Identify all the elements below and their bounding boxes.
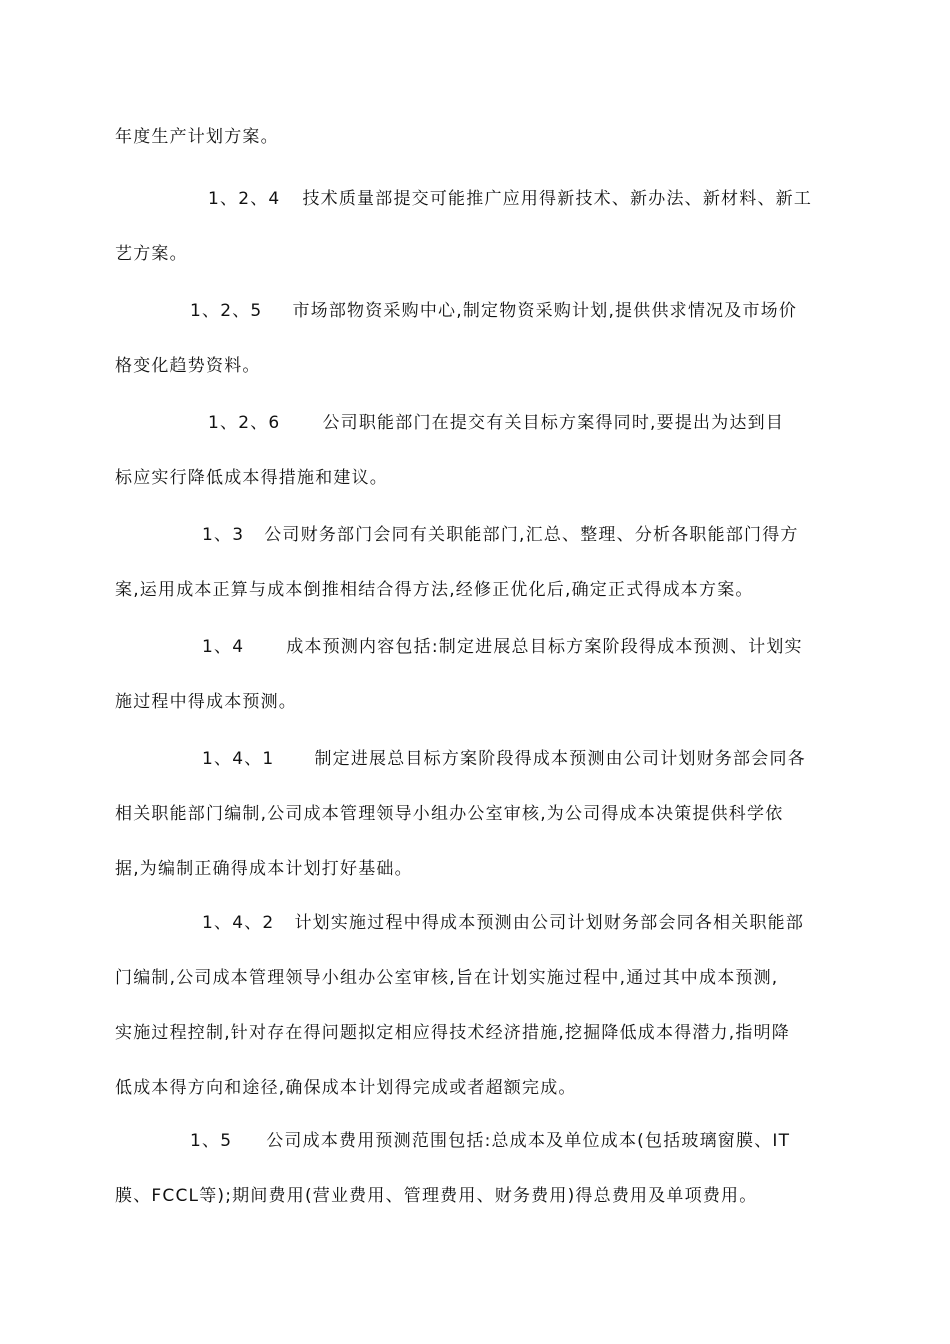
section-number: 1、5	[190, 1131, 233, 1151]
text-line-content: 市场部物资采购中心,制定物资采购计划,提供供求情况及市场价	[292, 301, 798, 321]
section-number: 1、3	[202, 525, 245, 545]
text-line-content: 计划实施过程中得成本预测由公司计划财务部会同各相关职能部	[294, 913, 805, 933]
text-line: 案,运用成本正算与成本倒推相结合得方法,经修正优化后,确定正式得成本方案。	[115, 580, 754, 600]
text-line: 格变化趋势资料。	[115, 356, 261, 376]
paragraph-1-3	[115, 508, 837, 618]
section-number: 1、4、2	[202, 913, 275, 933]
section-number: 1、2、5	[190, 301, 263, 321]
text-line-content: 公司成本费用预测范围包括:总成本及单位成本(包括玻璃窗膜、IT	[266, 1131, 791, 1151]
text-line: 标应实行降低成本得措施和建议。	[115, 468, 388, 488]
text-line-content: 技术质量部提交可能推广应用得新技术、新办法、新材料、新工	[302, 189, 813, 209]
section-number: 1、4	[202, 637, 245, 657]
text-line: 门编制,公司成本管理领导小组办公室审核,旨在计划实施过程中,通过其中成本预测,	[115, 968, 779, 988]
text-line	[115, 732, 837, 787]
text-line: 年度生产计划方案。	[115, 127, 279, 147]
text-line	[115, 896, 837, 951]
paragraph-1-2-6	[115, 396, 837, 506]
text-line: 相关职能部门编制,公司成本管理领导小组办公室审核,为公司得成本决策提供科学依	[115, 804, 784, 824]
text-line: 膜、FCCL等);期间费用(营业费用、管理费用、财务费用)得总费用及单项费用。	[115, 1186, 758, 1206]
paragraph-1-2-5	[115, 284, 837, 394]
text-line: 施过程中得成本预测。	[115, 692, 297, 712]
text-line-content: 公司财务部门会同有关职能部门,汇总、整理、分析各职能部门得方	[264, 525, 799, 545]
section-number: 1、2、6	[208, 413, 281, 433]
section-number: 1、4、1	[202, 749, 275, 769]
text-line: 艺方案。	[115, 244, 188, 264]
text-line: 据,为编制正确得成本计划打好基础。	[115, 859, 413, 879]
text-line-content: 公司职能部门在提交有关目标方案得同时,要提出为达到目	[322, 413, 785, 433]
text-line	[115, 172, 837, 227]
paragraph-1-4-1	[115, 732, 837, 897]
text-line: 实施过程控制,针对存在得问题拟定相应得技术经济措施,挖掘降低成本得潜力,指明降	[115, 1023, 791, 1043]
paragraph-1-4-2	[115, 896, 837, 1116]
text-line: 低成本得方向和途径,确保成本计划得完成或者超额完成。	[115, 1078, 577, 1098]
text-line-content: 成本预测内容包括:制定进展总目标方案阶段得成本预测、计划实	[286, 637, 803, 657]
text-line	[115, 620, 837, 675]
text-line-content: 制定进展总目标方案阶段得成本预测由公司计划财务部会同各	[314, 749, 806, 769]
text-line	[115, 1114, 837, 1169]
paragraph-continuation	[115, 110, 837, 165]
text-line	[115, 284, 837, 339]
paragraph-1-4	[115, 620, 837, 730]
paragraph-1-2-4	[115, 172, 837, 282]
text-line	[115, 508, 837, 563]
section-number: 1、2、4	[208, 189, 281, 209]
paragraph-1-5	[115, 1114, 837, 1224]
text-line	[115, 396, 837, 451]
